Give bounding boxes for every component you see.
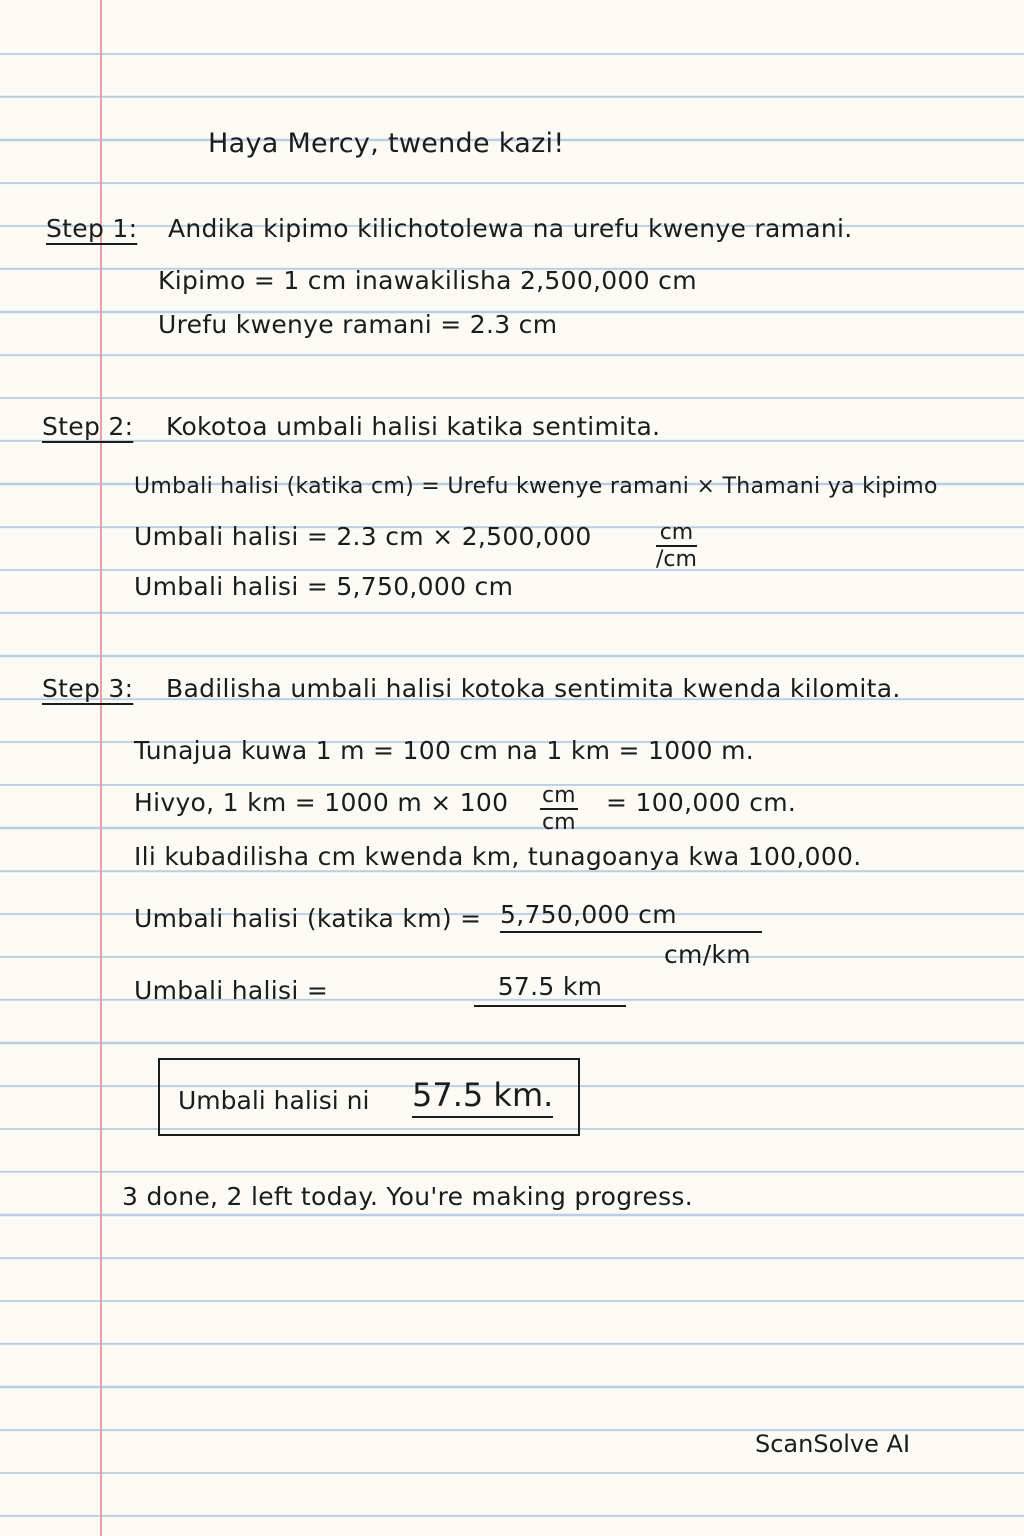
step3-result-value: 57.5 km xyxy=(474,972,626,1007)
step3-fraction-den: cm/km xyxy=(664,940,751,969)
step1-title: Andika kipimo kilichotolewa na urefu kwenye ramani. xyxy=(168,214,853,243)
step3-line3: Ili kubadilisha cm kwenda km, tunagoanya kwa 100,000. xyxy=(134,842,862,871)
progress-note: 3 done, 2 left today. You're making progress. xyxy=(122,1182,693,1211)
step2-result: Umbali halisi = 5,750,000 cm xyxy=(134,572,514,601)
step1-line1: Kipimo = 1 cm inawakilisha 2,500,000 cm xyxy=(158,266,697,295)
step2-title: Kokotoa umbali halisi katika sentimita. xyxy=(166,412,661,441)
greeting: Haya Mercy, twende kazi! xyxy=(208,128,565,159)
final-answer-value: 57.5 km. xyxy=(412,1076,553,1118)
step2-label: Step 2: xyxy=(42,412,134,441)
step2-calc-unit xyxy=(656,520,697,572)
step2-formula: Umbali halisi (katika cm) = Urefu kwenye ramani × Thamani ya kipimo xyxy=(134,474,938,499)
step3-fraction-label: Umbali halisi (katika km) = xyxy=(134,904,482,933)
step3-line2-suffix: = 100,000 cm. xyxy=(606,788,797,817)
final-answer-label: Umbali halisi ni xyxy=(178,1086,370,1115)
step3-line2-unit-den: cm xyxy=(542,810,576,835)
step2-calc-unit-den: /cm xyxy=(656,547,697,572)
step1-label: Step 1: xyxy=(46,214,138,243)
step3-title: Badilisha umbali halisi kotoka sentimita kwenda kilomita. xyxy=(166,674,901,703)
step3-fraction-num: 5,750,000 cm xyxy=(500,900,762,933)
step3-result-label: Umbali halisi = xyxy=(134,976,329,1005)
step2-calc: Umbali halisi = 2.3 cm × 2,500,000 xyxy=(134,522,592,551)
step3-line2-prefix: Hivyo, 1 km = 1000 m × 100 xyxy=(134,788,509,817)
brand-signature: ScanSolve AI xyxy=(755,1430,911,1458)
step3-line2-unit xyxy=(540,783,578,835)
step3-line1: Tunajua kuwa 1 m = 100 cm na 1 km = 1000 m. xyxy=(134,736,754,765)
final-answer-box xyxy=(158,1058,580,1136)
step1-line2: Urefu kwenye ramani = 2.3 cm xyxy=(158,310,558,339)
step3-label: Step 3: xyxy=(42,674,134,703)
step3-line2-unit-num: cm xyxy=(542,783,576,808)
step2-calc-unit-num: cm xyxy=(656,520,697,547)
